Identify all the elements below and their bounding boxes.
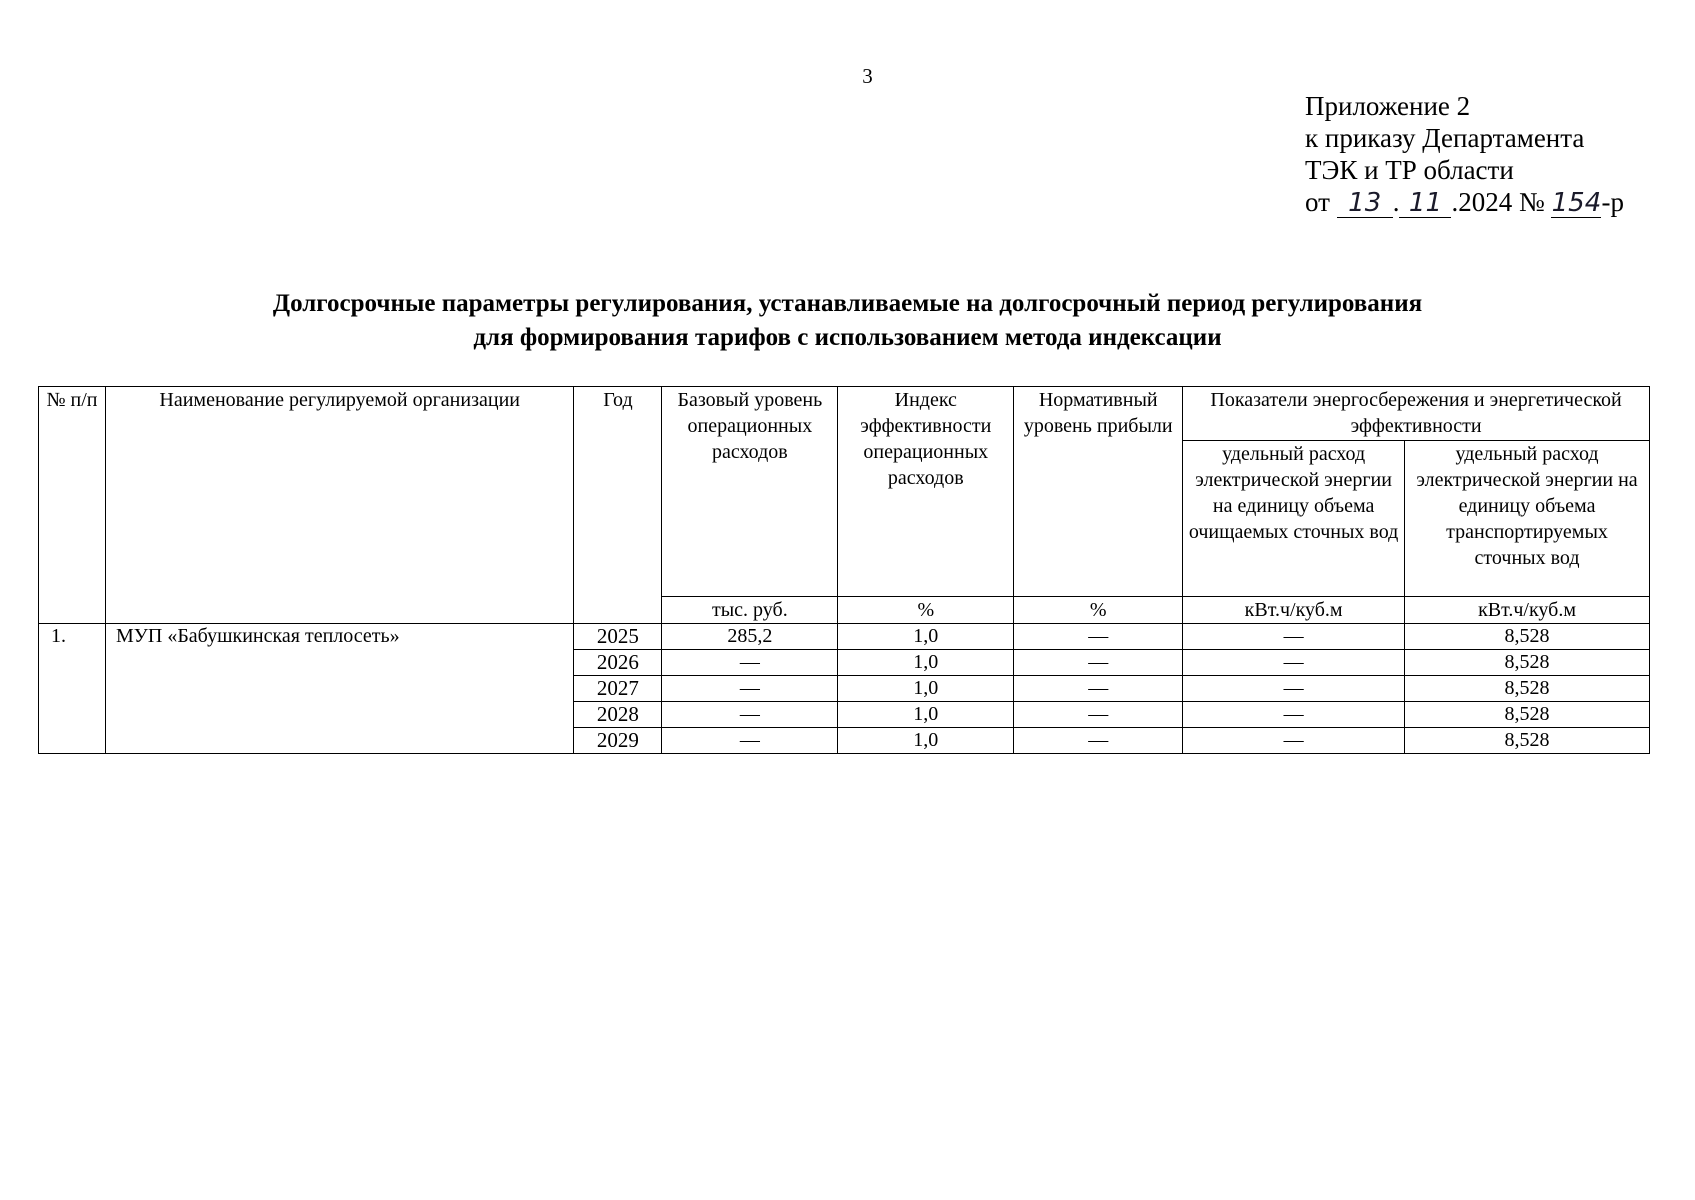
cell-profit: — — [1014, 676, 1183, 702]
header-year: Год — [574, 387, 662, 624]
unit-efficiency-index: % — [838, 597, 1014, 624]
appendix-line-2: к приказу Департамента — [1305, 123, 1585, 153]
cell-energy-transported: 8,528 — [1405, 676, 1650, 702]
header-profit: Нормативный уровень прибыли — [1014, 387, 1183, 597]
cell-profit: — — [1014, 702, 1183, 728]
parameters-table — [38, 386, 1650, 754]
header-energy-group: Показатели энергосбережения и энергетической эффективности — [1183, 387, 1650, 441]
appendix-block — [1305, 90, 1624, 218]
cell-energy-transported: 8,528 — [1405, 650, 1650, 676]
cell-efficiency-index: 1,0 — [838, 650, 1014, 676]
order-suffix: -р — [1601, 187, 1624, 217]
date-year-and-number-sign: .2024 № — [1451, 187, 1545, 217]
header-efficiency-index: Индекс эффективности операционных расходов — [838, 387, 1014, 597]
cell-efficiency-index: 1,0 — [838, 702, 1014, 728]
cell-energy-treated: — — [1183, 624, 1405, 650]
title-line-1: Долгосрочные параметры регулирования, устанавливаемые на долгосрочный период регулирования — [272, 290, 1423, 317]
cell-base-opex: — — [662, 676, 838, 702]
header-base-opex: Базовый уровень операционных расходов — [662, 387, 838, 597]
appendix-line-3: ТЭК и ТР области — [1305, 155, 1514, 185]
cell-energy-transported: 8,528 — [1405, 728, 1650, 754]
unit-profit: % — [1014, 597, 1183, 624]
handwritten-month: 11 — [1399, 189, 1451, 218]
cell-profit: — — [1014, 650, 1183, 676]
unit-base-opex: тыс. руб. — [662, 597, 838, 624]
cell-profit: — — [1014, 728, 1183, 754]
header-organization: Наименование регулируемой организации — [105, 387, 574, 624]
cell-energy-transported: 8,528 — [1405, 624, 1650, 650]
unit-energy-treated: кВт.ч/куб.м — [1183, 597, 1405, 624]
row-number: 1. — [39, 624, 106, 754]
header-num: № п/п — [39, 387, 106, 624]
cell-base-opex: 285,2 — [662, 624, 838, 650]
cell-base-opex: — — [662, 702, 838, 728]
cell-year: 2025 — [574, 624, 662, 650]
date-dot: . — [1392, 187, 1400, 217]
unit-energy-transported: кВт.ч/куб.м — [1405, 597, 1650, 624]
appendix-line-date — [1305, 186, 1624, 218]
organization-name: МУП «Бабушкинская теплосеть» — [105, 624, 574, 754]
cell-year: 2029 — [574, 728, 662, 754]
cell-energy-treated: — — [1183, 676, 1405, 702]
cell-energy-treated: — — [1183, 702, 1405, 728]
cell-year: 2028 — [574, 702, 662, 728]
appendix-line-1: Приложение 2 — [1305, 91, 1471, 121]
cell-year: 2027 — [574, 676, 662, 702]
cell-efficiency-index: 1,0 — [838, 624, 1014, 650]
cell-base-opex: — — [662, 728, 838, 754]
header-energy-transported: удельный расход электрической энергии на единицу объема транспортируемых сточных вод — [1405, 441, 1650, 597]
page-number: 3 — [862, 64, 873, 88]
title-line-2: для формирования тарифов с использованием метода индексации — [473, 324, 1222, 351]
cell-energy-transported: 8,528 — [1405, 702, 1650, 728]
cell-base-opex: — — [662, 650, 838, 676]
cell-year: 2026 — [574, 650, 662, 676]
cell-energy-treated: — — [1183, 650, 1405, 676]
date-prefix: от — [1305, 187, 1330, 217]
cell-profit: — — [1014, 624, 1183, 650]
table-row — [39, 624, 1650, 650]
handwritten-order-number: 154 — [1551, 188, 1602, 218]
handwritten-day: 13 — [1337, 189, 1393, 218]
header-energy-treated: удельный расход электрической энергии на единицу объема очищаемых сточных вод — [1183, 441, 1405, 597]
cell-efficiency-index: 1,0 — [838, 728, 1014, 754]
document-title — [0, 287, 1695, 355]
cell-energy-treated: — — [1183, 728, 1405, 754]
cell-efficiency-index: 1,0 — [838, 676, 1014, 702]
